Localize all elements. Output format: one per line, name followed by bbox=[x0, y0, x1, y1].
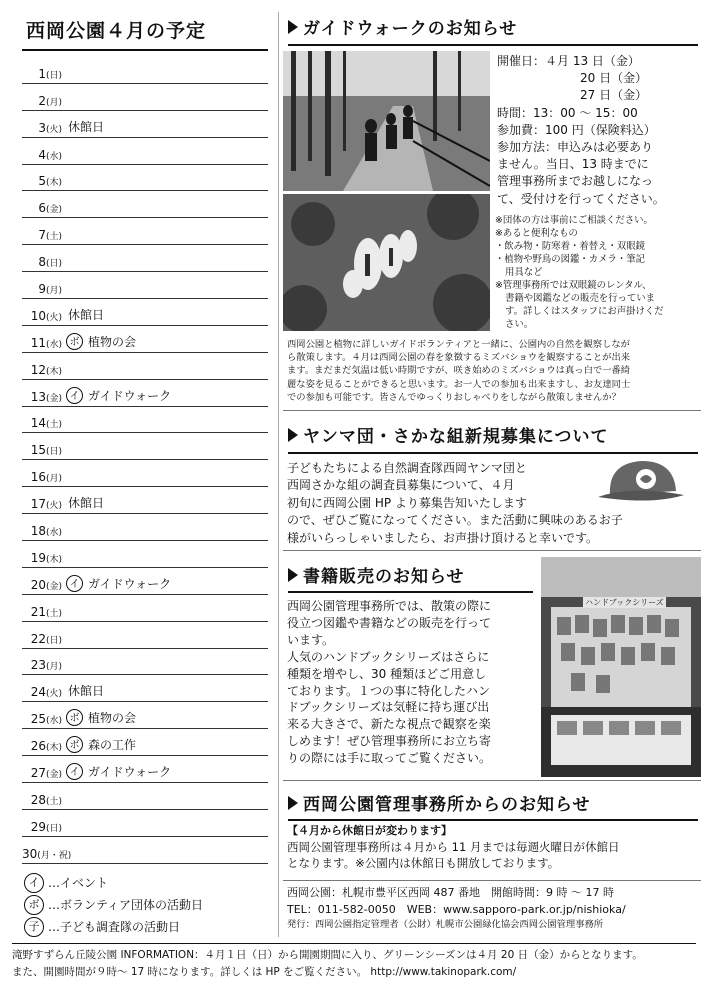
schedule-date bbox=[22, 121, 62, 135]
office-title-text: 西岡公園管理事務所からのお知らせ bbox=[303, 795, 591, 815]
day-number: 17 bbox=[30, 497, 46, 512]
guide-method: ません。当日、13 時までに bbox=[497, 157, 649, 172]
books-body-line: ドブックシリーズは気軽に持ち運び出 bbox=[287, 700, 490, 715]
category-badge-icon: ボ bbox=[66, 333, 83, 350]
day-of-week: (金) bbox=[45, 770, 62, 781]
day-of-week: (日) bbox=[45, 635, 62, 646]
schedule-row bbox=[22, 514, 268, 541]
schedule-row bbox=[22, 541, 268, 568]
triangle-bullet-icon bbox=[288, 20, 298, 34]
schedule-row bbox=[22, 245, 268, 272]
guide-note: ※管理事務所では双眼鏡のレンタル、 bbox=[495, 280, 652, 291]
day-of-week: (木) bbox=[45, 554, 62, 565]
day-number: 15 bbox=[30, 443, 46, 458]
day-number: 8 bbox=[38, 255, 46, 270]
schedule-date bbox=[22, 94, 62, 108]
day-of-week: (月) bbox=[45, 662, 62, 673]
day-number: 11 bbox=[30, 335, 46, 350]
footer-info bbox=[12, 943, 696, 981]
category-badge-icon: 子 bbox=[24, 917, 44, 937]
guide-note: 書籍や図鑑などの販売を行っていま bbox=[505, 293, 656, 304]
schedule-event: ガイドウォーク bbox=[88, 576, 172, 591]
day-of-week: (水) bbox=[45, 528, 62, 539]
day-of-week: (火) bbox=[45, 312, 62, 323]
guide-note: ※あると便利なもの bbox=[495, 228, 578, 239]
day-of-week: (火) bbox=[45, 501, 62, 512]
section-separator bbox=[283, 880, 701, 881]
schedule-date bbox=[22, 174, 62, 188]
schedule-date bbox=[22, 685, 62, 699]
yanma-body-line: 初旬に西岡公園 HP より募集告知いたします bbox=[287, 495, 527, 510]
day-of-week: (木) bbox=[45, 743, 62, 754]
day-of-week: (土) bbox=[45, 232, 62, 243]
day-of-week: (木) bbox=[45, 178, 62, 189]
day-number: 2 bbox=[38, 93, 46, 108]
legend-item bbox=[22, 894, 268, 916]
guide-note: ※団体の方は事前にご相談ください。 bbox=[495, 215, 653, 226]
schedule-date bbox=[22, 578, 62, 592]
section-separator bbox=[283, 780, 701, 781]
legend-item bbox=[22, 916, 268, 938]
yanma-title-text: ヤンマ団・さかな組新規募集について bbox=[303, 427, 609, 447]
skunk-cabbage-photo bbox=[283, 194, 490, 331]
day-number: 29 bbox=[30, 819, 46, 834]
legend-item bbox=[22, 872, 268, 894]
schedule-row bbox=[22, 299, 268, 326]
guide-date-line: 開催日：４月 13 日（金） bbox=[497, 54, 640, 68]
day-number: 26 bbox=[30, 739, 46, 754]
category-badge-icon: イ bbox=[24, 873, 44, 893]
schedule-date bbox=[22, 739, 62, 753]
books-title bbox=[288, 562, 465, 587]
yanma-body-line: 様がいらっしゃいましたら、お声掛け頂けると幸いです。 bbox=[287, 530, 599, 545]
schedule-row bbox=[22, 756, 268, 783]
schedule-row bbox=[22, 649, 268, 676]
books-body-line: 西岡公園管理事務所では、散策の際に bbox=[287, 599, 492, 613]
day-of-week: (土) bbox=[45, 796, 62, 807]
office-publisher: 発行：西岡公園指定管理者（公財）札幌市公園緑化協会西岡公園管理事務所 bbox=[287, 919, 604, 930]
day-number: 5 bbox=[38, 174, 46, 189]
books-body-line: 役立つ図鑑や書籍などの販売を行って bbox=[287, 615, 492, 630]
schedule-row bbox=[22, 433, 268, 460]
day-of-week: (月) bbox=[45, 97, 62, 108]
schedule-row bbox=[22, 218, 268, 245]
day-of-week: (金) bbox=[45, 581, 62, 592]
day-of-week: (水) bbox=[45, 151, 62, 162]
guide-body-line: 西岡公園と植物に詳しいガイドボランティアと一緒に、公園内の自然を観察しなが bbox=[287, 339, 630, 350]
books-title-text: 書籍販売のお知らせ bbox=[303, 567, 465, 587]
office-contact bbox=[287, 884, 703, 931]
day-of-week: (日) bbox=[45, 823, 62, 834]
category-badge-icon: ボ bbox=[66, 736, 83, 753]
guide-note: ・飲み物・防寒着・着替え・双眼鏡 bbox=[495, 241, 646, 252]
schedule-row bbox=[22, 111, 268, 138]
schedule-row bbox=[22, 675, 268, 702]
office-subtitle: 【４月から休館日が変わります】 bbox=[287, 824, 452, 837]
schedule-date bbox=[22, 443, 62, 457]
schedule-row bbox=[22, 568, 268, 595]
day-number: 20 bbox=[30, 577, 46, 592]
yanma-body-line: ので、ぜひご覧になってください。また活動に興味のあるお子 bbox=[287, 513, 623, 528]
schedule-row bbox=[22, 595, 268, 622]
schedule-event: 森の工作 bbox=[88, 738, 137, 753]
day-of-week: (月) bbox=[45, 474, 62, 485]
day-of-week: (日) bbox=[45, 447, 62, 458]
guide-walk-description bbox=[287, 338, 699, 404]
day-of-week: (金) bbox=[45, 205, 62, 216]
schedule-row bbox=[22, 460, 268, 487]
category-badge-icon: イ bbox=[66, 387, 83, 404]
day-number: 22 bbox=[30, 631, 46, 646]
schedule-event: 植物の会 bbox=[88, 711, 137, 726]
schedule-date bbox=[22, 793, 62, 807]
schedule-row bbox=[22, 729, 268, 756]
day-of-week: (月) bbox=[45, 286, 62, 297]
guide-body-line: での参加も可能です。皆さんでゆっくりおしゃべりをしながら散策しませんか？ bbox=[287, 391, 621, 403]
guide-walk-title-text: ガイドウォークのお知らせ bbox=[303, 19, 518, 39]
category-badge-icon: ボ bbox=[66, 709, 83, 726]
day-of-week: (土) bbox=[45, 420, 62, 431]
schedule-date bbox=[22, 201, 62, 215]
day-number: 12 bbox=[30, 362, 46, 377]
schedule-title: 西岡公園４月の予定 bbox=[22, 10, 268, 51]
office-address: 西岡公園：札幌市豊平区西岡 487 番地 開館時間：9 時 〜 17 時 bbox=[287, 886, 614, 899]
books-description bbox=[287, 598, 535, 767]
schedule-date bbox=[22, 712, 62, 726]
day-of-week: (金) bbox=[45, 393, 62, 404]
day-of-week: (火) bbox=[45, 124, 62, 135]
guide-note: す。詳しくはスタッフにお声掛けくだ bbox=[505, 306, 664, 317]
schedule-list bbox=[22, 57, 268, 864]
books-body-line: 来る大きさで、新たな視点で観察を楽 bbox=[287, 717, 491, 732]
day-number: 13 bbox=[30, 389, 46, 404]
schedule-event: 休館日 bbox=[68, 496, 105, 511]
day-of-week: (水) bbox=[45, 716, 62, 727]
photo-sign-text: ハンドブックシリーズ bbox=[585, 598, 664, 607]
schedule-legend bbox=[22, 872, 268, 938]
schedule-date bbox=[22, 67, 62, 81]
guide-walk-title bbox=[288, 14, 517, 39]
books-body-line: りの際には手に取ってご覧ください。 bbox=[287, 751, 492, 766]
schedule-row bbox=[22, 837, 268, 864]
schedule-event: 休館日 bbox=[68, 119, 105, 134]
office-notice bbox=[287, 823, 701, 871]
books-body-line: しめます！ぜひ管理事務所にお立ち寄 bbox=[287, 734, 492, 749]
schedule-row bbox=[22, 810, 268, 837]
guide-time: 時間：13：00 〜 15：00 bbox=[497, 105, 638, 120]
guide-body-line: ら散策します。４月は西岡公園の春を象徴するミズバショウを観察することが出来 bbox=[287, 352, 631, 364]
guide-body-line: ます。まだまだ気温は低い時期ですが、咲き始めのミズバショウは真っ白で一番綺 bbox=[287, 365, 631, 377]
yanma-body-line: 西岡さかな組の調査員募集について、４月 bbox=[287, 478, 515, 493]
legend-label: …子ども調査隊の活動日 bbox=[48, 920, 181, 935]
day-of-week: (日) bbox=[45, 259, 62, 270]
schedule-date bbox=[22, 470, 62, 484]
section-separator bbox=[283, 550, 701, 551]
guide-walk-info bbox=[497, 53, 702, 208]
books-rule bbox=[288, 591, 533, 593]
triangle-bullet-icon bbox=[288, 428, 298, 442]
schedule-row bbox=[22, 272, 268, 299]
schedule-row bbox=[22, 326, 268, 353]
day-number: 7 bbox=[38, 228, 46, 243]
triangle-bullet-icon bbox=[288, 568, 298, 582]
day-number: 24 bbox=[30, 685, 46, 700]
guide-method: 参加方法：申込みは必要あり bbox=[497, 140, 654, 155]
guide-walk-notes bbox=[495, 214, 703, 331]
triangle-bullet-icon bbox=[288, 796, 298, 810]
schedule-date bbox=[22, 309, 62, 323]
schedule-date bbox=[22, 551, 62, 565]
schedule-row bbox=[22, 57, 268, 84]
guide-walk-photo bbox=[283, 51, 490, 191]
books-body-line: います。 bbox=[287, 632, 335, 647]
schedule-row bbox=[22, 622, 268, 649]
day-number: 28 bbox=[30, 792, 46, 807]
schedule-row bbox=[22, 702, 268, 729]
schedule-date bbox=[22, 846, 72, 861]
yanma-body-line: 子どもたちによる自然調査隊西岡ヤンマ団と bbox=[287, 461, 527, 475]
schedule-date bbox=[22, 766, 62, 780]
schedule-date bbox=[22, 497, 62, 511]
day-number: 6 bbox=[38, 201, 46, 216]
schedule-date bbox=[22, 416, 62, 430]
schedule-date bbox=[22, 148, 62, 162]
day-number: 4 bbox=[38, 147, 46, 162]
schedule-row bbox=[22, 380, 268, 407]
day-number: 1 bbox=[38, 66, 46, 81]
guide-method: 管理事務所までお越しになっ bbox=[497, 174, 654, 189]
legend-label: …ボランティア団体の活動日 bbox=[48, 898, 204, 913]
schedule-date bbox=[22, 390, 62, 404]
schedule-date bbox=[22, 363, 62, 377]
books-body-line: 人気のハンドブックシリーズはさらに bbox=[287, 649, 490, 664]
day-number: 30 bbox=[22, 846, 38, 861]
schedule-row bbox=[22, 138, 268, 165]
guide-fee: 参加費：100 円（保険料込） bbox=[497, 122, 656, 137]
schedule-row bbox=[22, 191, 268, 218]
schedule-event: 植物の会 bbox=[88, 334, 137, 349]
bookshelf-photo bbox=[541, 557, 701, 777]
day-number: 16 bbox=[30, 470, 46, 485]
day-of-week: (木) bbox=[45, 366, 62, 377]
day-number: 19 bbox=[30, 550, 46, 565]
schedule-event: 休館日 bbox=[68, 307, 105, 322]
schedule-row bbox=[22, 353, 268, 380]
books-body-line: 種類を増やし、30 種類ほどご用意し bbox=[287, 666, 487, 681]
schedule-date bbox=[22, 255, 62, 269]
day-number: 21 bbox=[30, 604, 46, 619]
guide-date-line: 20 日（金） bbox=[580, 71, 648, 86]
day-of-week: (水) bbox=[45, 339, 62, 350]
schedule-date bbox=[22, 820, 62, 834]
yanma-title bbox=[288, 422, 609, 447]
day-number: 14 bbox=[30, 416, 46, 431]
day-number: 18 bbox=[30, 524, 46, 539]
office-body-line: 西岡公園管理事務所は４月から 11 月までは毎週火曜日が休館日 bbox=[287, 840, 620, 854]
schedule-date bbox=[22, 605, 62, 619]
guide-note: さい。 bbox=[505, 319, 534, 330]
day-of-week: (土) bbox=[45, 608, 62, 619]
schedule-date bbox=[22, 336, 62, 350]
schedule-row bbox=[22, 165, 268, 192]
office-tel-web: TEL：011-582-0050 WEB：www.sapporo-park.or.jp/nishioka/ bbox=[287, 903, 626, 916]
cap-icon bbox=[592, 455, 688, 509]
day-number: 23 bbox=[30, 658, 46, 673]
schedule-date bbox=[22, 282, 62, 296]
column-divider bbox=[278, 12, 279, 937]
yanma-rule bbox=[288, 452, 698, 454]
day-number: 25 bbox=[30, 712, 46, 727]
day-of-week: (日) bbox=[45, 70, 62, 81]
day-number: 3 bbox=[38, 120, 46, 135]
schedule-date bbox=[22, 228, 62, 242]
books-body-line: ております。１つの事に特化したハン bbox=[287, 683, 491, 698]
april-schedule bbox=[22, 10, 268, 938]
category-badge-icon: イ bbox=[66, 763, 83, 780]
schedule-row bbox=[22, 84, 268, 111]
schedule-event: ガイドウォーク bbox=[88, 765, 172, 780]
category-badge-icon: イ bbox=[66, 575, 83, 592]
day-of-week: (月・祝) bbox=[37, 850, 72, 861]
footer-line: また、開園時間が９時〜 17 時になります。詳しくは HP をご覧ください。 http://www.takinopark.com/ bbox=[12, 966, 517, 978]
day-number: 27 bbox=[30, 766, 46, 781]
schedule-row bbox=[22, 407, 268, 434]
day-number: 10 bbox=[30, 308, 46, 323]
schedule-date bbox=[22, 632, 62, 646]
day-number: 9 bbox=[38, 282, 46, 297]
guide-note: ・植物や野鳥の図鑑・カメラ・筆記 bbox=[495, 254, 646, 265]
schedule-date bbox=[22, 524, 62, 538]
guide-body-line: 麗な姿を見ることができると思います。お一人での参加も出来ますし、お友達同士 bbox=[287, 378, 631, 390]
guide-date-line: 27 日（金） bbox=[580, 88, 648, 103]
guide-walk-rule bbox=[288, 44, 698, 46]
office-body-line: となります。※公園内は休館日も開放しております。 bbox=[287, 856, 560, 870]
schedule-row bbox=[22, 487, 268, 514]
guide-note: 用具など bbox=[505, 267, 543, 278]
office-rule bbox=[288, 819, 698, 821]
day-of-week: (火) bbox=[45, 689, 62, 700]
section-separator bbox=[283, 410, 701, 411]
office-title bbox=[288, 790, 591, 815]
category-badge-icon: ボ bbox=[24, 895, 44, 915]
schedule-event: ガイドウォーク bbox=[88, 388, 172, 403]
schedule-event: 休館日 bbox=[68, 684, 105, 699]
guide-method: て、受付けを行ってください。 bbox=[497, 191, 665, 206]
legend-label: …イベント bbox=[48, 876, 109, 891]
footer-line: 滝野すずらん丘陵公園 INFORMATION：４月１日（日）から開園期間に入り、グリーンシーズンは４月 20 日（金）からとなります。 bbox=[12, 949, 643, 961]
schedule-row bbox=[22, 783, 268, 810]
schedule-date bbox=[22, 658, 62, 672]
